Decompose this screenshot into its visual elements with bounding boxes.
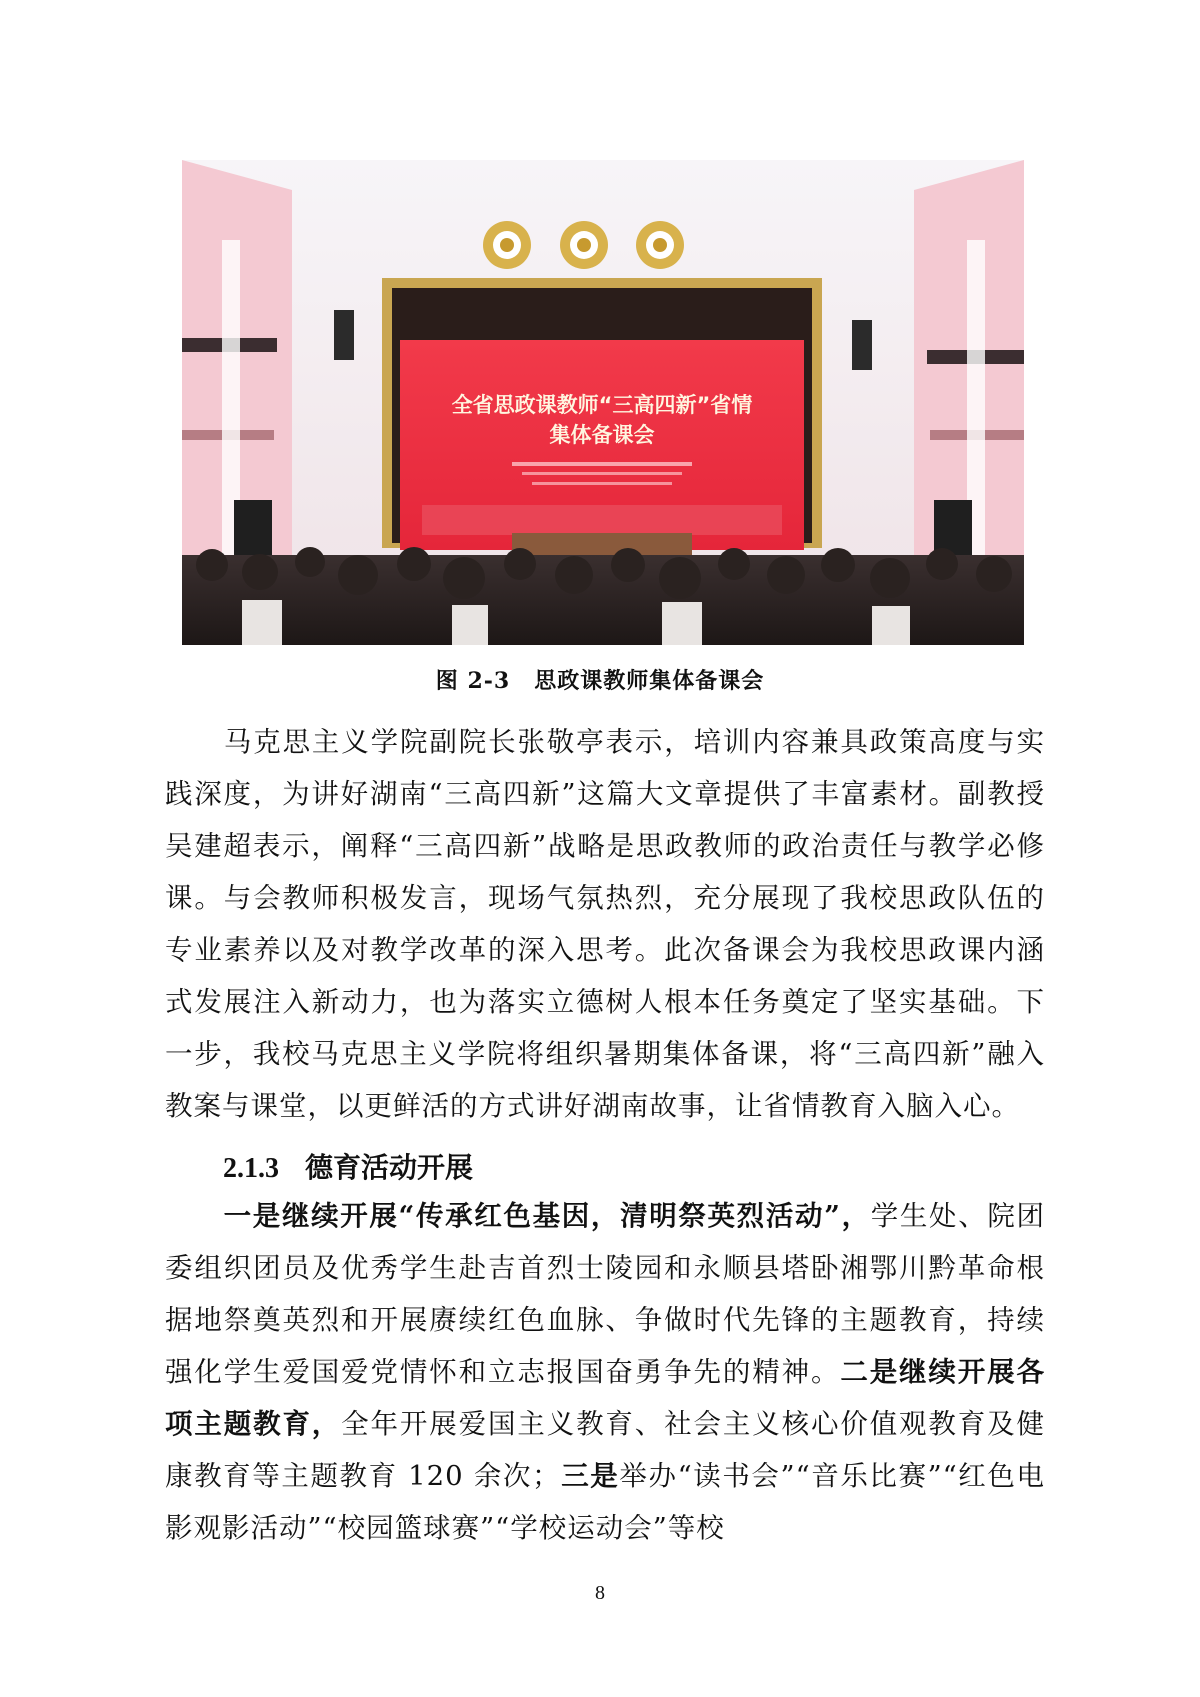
page-number: 8 bbox=[595, 1582, 605, 1604]
section-heading bbox=[223, 1146, 473, 1186]
screen-title-line2: 集体备课会 bbox=[549, 423, 655, 447]
paragraph-2 bbox=[165, 1190, 1045, 1554]
point-3-text: 举办“读书会”“音乐比赛”“红色电影观影活动”“校园篮球赛”“学校运动会”等校 bbox=[165, 1460, 1045, 1544]
caption-text: 思政课教师集体备课会 bbox=[534, 668, 765, 694]
point-3-bold: 三是 bbox=[560, 1460, 620, 1492]
auditorium-illustration bbox=[182, 160, 1024, 645]
point-2-text: 全年开展爱国主义教育、社会主义核心价值观教育及健康教育等主题教育 120 余次； bbox=[165, 1408, 1045, 1492]
paragraph-1-text: 马克思主义学院副院长张敬亭表示，培训内容兼具政策高度与实践深度，为讲好湖南“三高四新”这篇大文章提供了丰富素材。副教授吴建超表示，阐释“三高四新”战略是思政教师的政治责任与教学必修课。与会教师积极发言，现场气氛热烈，充分展现了我校思政队伍的专业素养以及对教学改革的深入思考。此次备课会为我校思政课内涵式发展注入新动力，也为落实立德树人根本任务奠定了坚实基础。下一步，我校马克思主义学院将组织暑期集体备课，将“三高四新”融入教案与课堂，以更鲜活的方式讲好湖南故事，让省情教育入脑入心。 bbox=[165, 726, 1045, 1122]
figure-caption bbox=[0, 664, 1200, 695]
section-title: 德育活动开展 bbox=[305, 1151, 474, 1184]
point-1-text: 学生处、院团委组织团员及优秀学生赴吉首烈士陵园和永顺县塔卧湘鄂川黔革命根据地祭奠英烈和开展赓续红色血脉、争做时代先锋的主题教育，持续强化学生爱国爱党情怀和立志报国奋勇争先的精神。 bbox=[165, 1200, 1046, 1388]
point-2-bold: 二是继续开展各项主题教育， bbox=[165, 1356, 1046, 1440]
caption-number: 图 2-3 bbox=[435, 668, 511, 694]
section-number: 2.1.3 bbox=[223, 1153, 279, 1184]
screen-title-line1: 全省思政课教师“三高四新”省情 bbox=[451, 393, 753, 417]
roundel-ornaments bbox=[483, 221, 684, 269]
paragraph-1 bbox=[165, 716, 1045, 1132]
point-1-bold: 一是继续开展“传承红色基因，清明祭英烈活动”， bbox=[223, 1200, 871, 1232]
meeting-photo bbox=[182, 160, 1024, 645]
